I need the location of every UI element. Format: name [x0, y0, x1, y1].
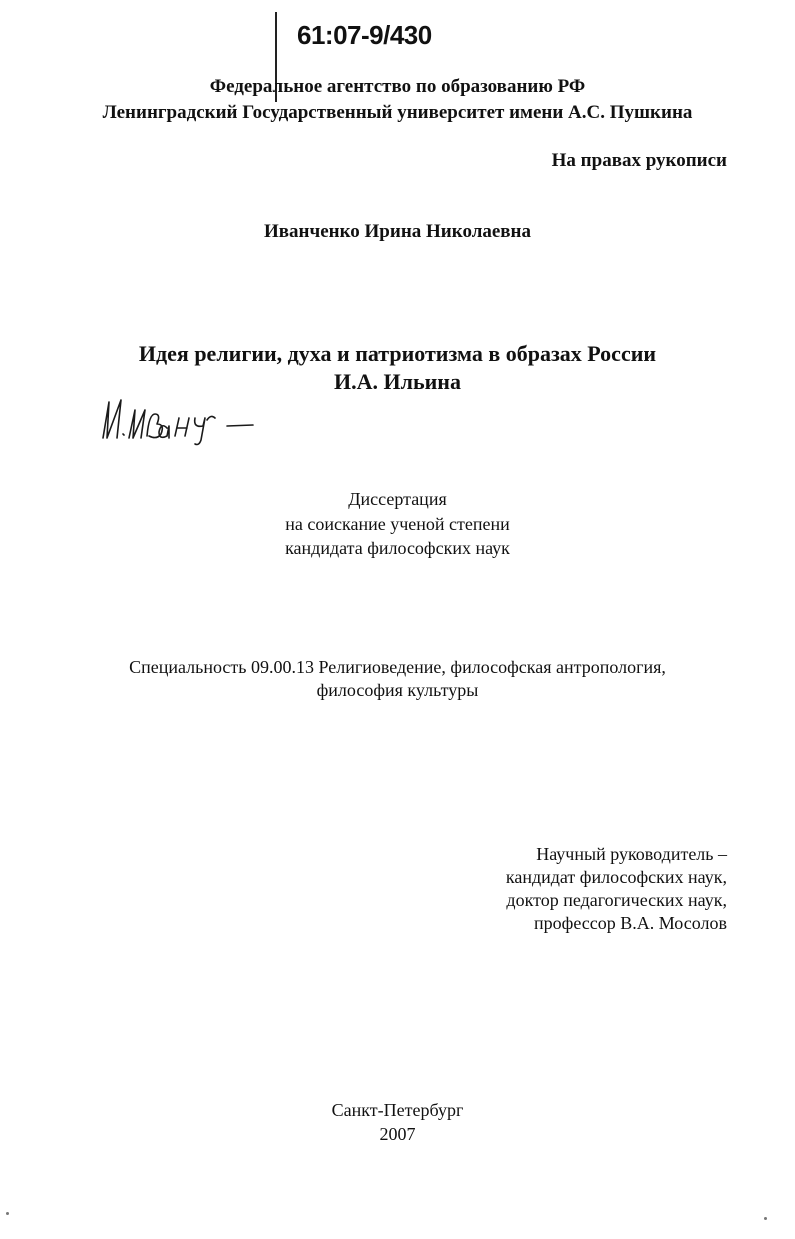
- author-name: Иванченко Ирина Николаевна: [264, 221, 531, 242]
- supervisor-role: Научный руководитель –: [536, 844, 727, 864]
- agency-name: Федеральное агентство по образованию РФ: [209, 76, 586, 97]
- degree-type: Диссертация: [348, 489, 447, 509]
- scan-speck: [6, 1212, 9, 1215]
- year: 2007: [379, 1124, 416, 1144]
- supervisor-block: [506, 843, 727, 935]
- specialty-line-2: философия культуры: [316, 680, 479, 700]
- supervisor-degree-2: доктор педагогических наук,: [506, 890, 727, 910]
- scan-speck: [764, 1217, 767, 1220]
- degree-purpose: на соискание ученой степени: [285, 514, 510, 534]
- specialty-line-1: Специальность 09.00.13 Религиоведение, философская антропология,: [129, 657, 666, 677]
- dissertation-title-line-2: И.А. Ильина: [334, 369, 461, 394]
- city: Санкт-Петербург: [331, 1100, 464, 1120]
- rights-note: На правах рукописи: [551, 150, 727, 171]
- dissertation-title-line-1: Идея религии, духа и патриотизма в образах России: [138, 341, 657, 366]
- library-stamp-code: 61:07-9/430: [297, 20, 432, 50]
- supervisor-degree-1: кандидат философских наук,: [505, 867, 727, 887]
- handwritten-signature-icon: [95, 388, 265, 450]
- supervisor-name: профессор В.А. Мосолов: [534, 913, 727, 933]
- university-name: Ленинградский Государственный университет имени А.С. Пушкина: [102, 102, 693, 123]
- degree-field: кандидата философских наук: [285, 538, 510, 558]
